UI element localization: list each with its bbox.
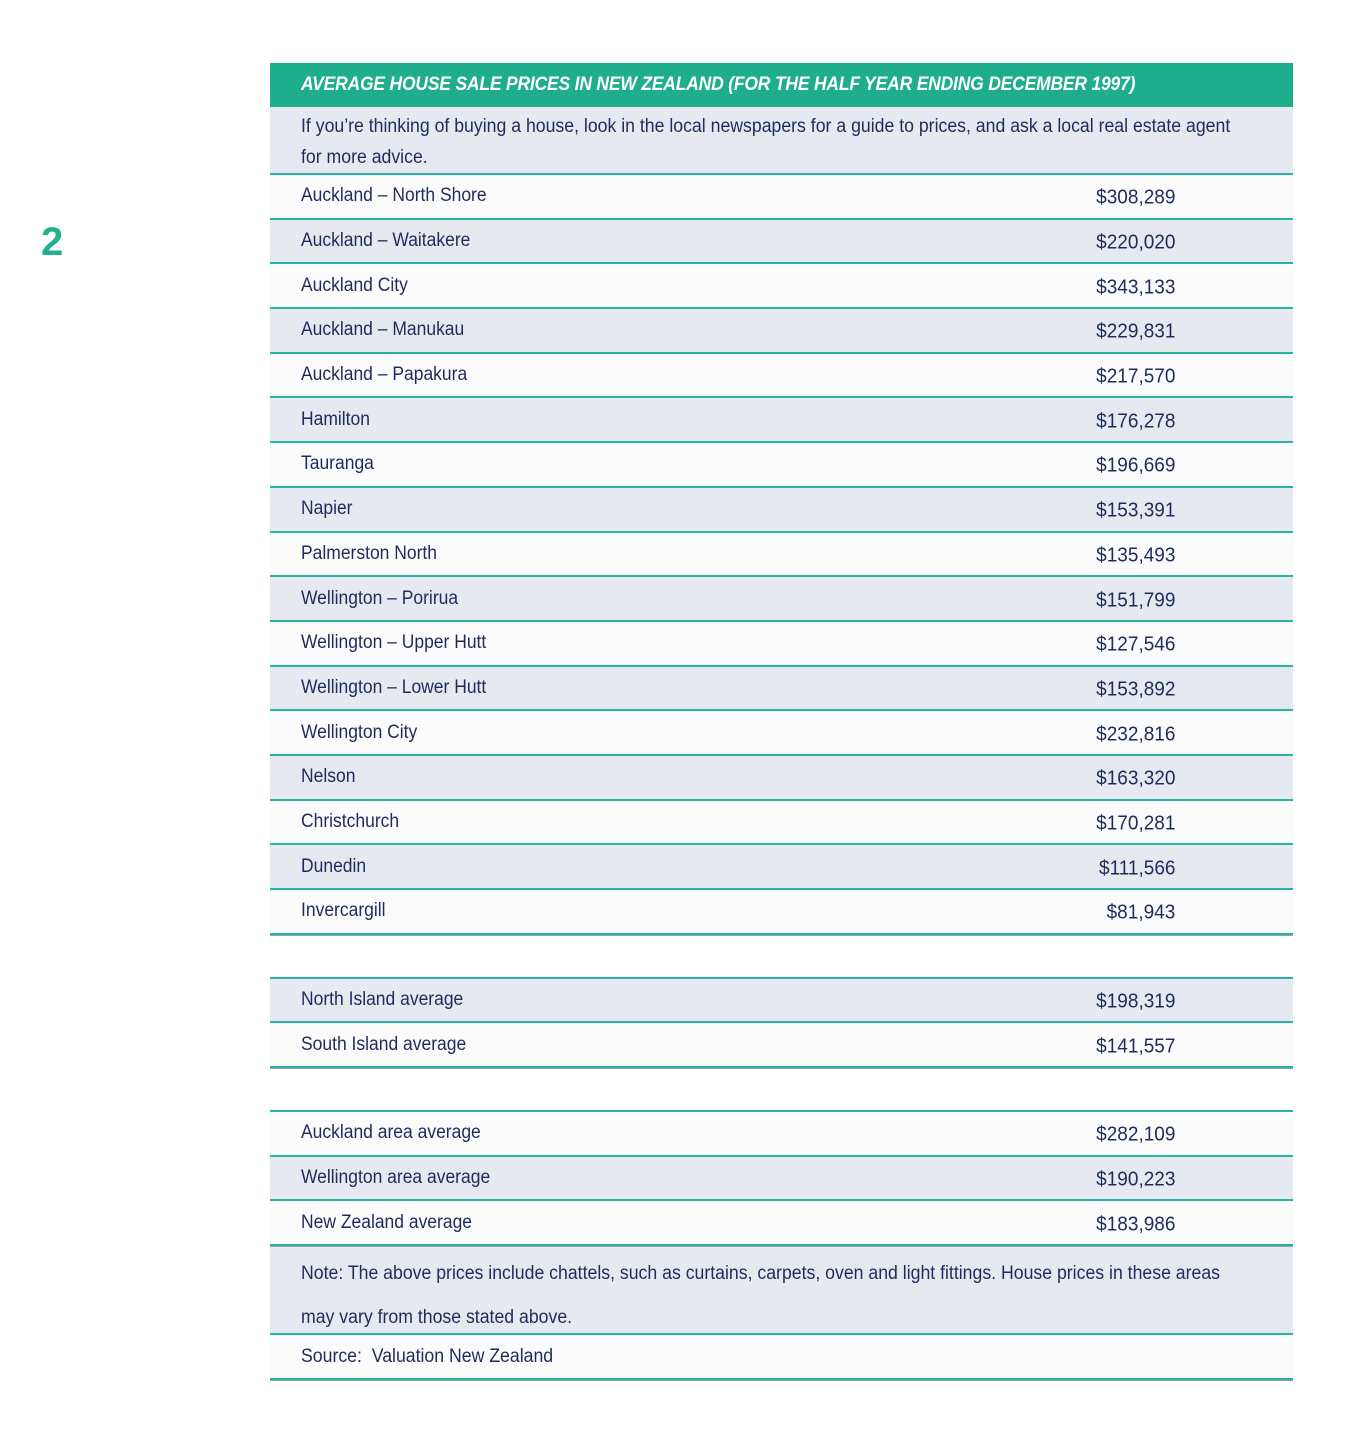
regions-section xyxy=(270,175,1293,935)
row-price: $308,289 xyxy=(1095,186,1175,209)
row-label: Christchurch xyxy=(301,810,400,832)
table-row xyxy=(270,801,1293,846)
row-price: $111,566 xyxy=(1098,856,1175,879)
table-row xyxy=(270,756,1293,801)
table-row xyxy=(270,354,1293,399)
table-title: AVERAGE HOUSE SALE PRICES IN NEW ZEALAND (FOR THE HALF YEAR ENDING DECEMBER 1997) xyxy=(301,74,1136,95)
row-label: North Island average xyxy=(301,989,464,1011)
spacer-row xyxy=(270,935,1293,979)
note-text: Note: The above prices include chattels, such as curtains, carpets, oven and light fittings. House prices in these areas may vary from those stated above. xyxy=(301,1263,1221,1329)
row-label: Tauranga xyxy=(301,453,374,475)
table-row xyxy=(270,622,1293,667)
row-label: Wellington City xyxy=(301,721,418,743)
row-label: Wellington area average xyxy=(301,1167,491,1189)
row-price: $153,892 xyxy=(1095,678,1175,701)
table-row xyxy=(270,443,1293,488)
row-label: Nelson xyxy=(301,766,356,788)
row-price: $198,319 xyxy=(1095,990,1175,1013)
table-row xyxy=(270,533,1293,578)
row-price: $151,799 xyxy=(1095,588,1175,611)
table-row xyxy=(270,845,1293,890)
table-title-bar xyxy=(270,63,1293,107)
row-price: $153,391 xyxy=(1095,499,1175,522)
row-price: $190,223 xyxy=(1095,1168,1175,1191)
row-price: $127,546 xyxy=(1095,633,1175,656)
note-row xyxy=(270,1246,1293,1335)
row-price: $229,831 xyxy=(1095,320,1175,343)
row-label: South Island average xyxy=(301,1033,467,1055)
table-row xyxy=(270,175,1293,220)
table-row xyxy=(270,890,1293,935)
table-row xyxy=(270,711,1293,756)
intro-text: If you’re thinking of buying a house, look in the local newspapers for a guide to prices, and ask a local real estate agent for more advice. xyxy=(301,116,1231,168)
row-label: Auckland – Papakura xyxy=(301,364,468,386)
row-label: Wellington – Porirua xyxy=(301,587,459,609)
island-averages-section xyxy=(270,979,1293,1068)
row-price: $282,109 xyxy=(1095,1123,1175,1146)
row-label: Dunedin xyxy=(301,855,367,877)
row-label: Wellington – Lower Hutt xyxy=(301,676,487,698)
row-price: $135,493 xyxy=(1095,544,1175,567)
row-label: Napier xyxy=(301,498,353,520)
row-label: Auckland – North Shore xyxy=(301,185,487,207)
table-row xyxy=(270,979,1293,1024)
table-row xyxy=(270,488,1293,533)
table-row xyxy=(270,667,1293,712)
table-row xyxy=(270,220,1293,265)
row-price: $170,281 xyxy=(1095,812,1175,835)
row-price: $232,816 xyxy=(1095,722,1175,745)
table-row xyxy=(270,309,1293,354)
row-label: Wellington – Upper Hutt xyxy=(301,632,487,654)
row-label: Hamilton xyxy=(301,408,370,430)
spacer-row xyxy=(270,1068,1293,1112)
row-price: $176,278 xyxy=(1095,410,1175,433)
row-label: Palmerston North xyxy=(301,542,438,564)
row-price: $81,943 xyxy=(1106,901,1175,924)
table-row xyxy=(270,398,1293,443)
house-prices-table xyxy=(270,63,1293,1380)
page-number: 2 xyxy=(41,220,64,264)
row-price: $220,020 xyxy=(1095,231,1175,254)
row-label: Invercargill xyxy=(301,900,386,922)
source-text: Source: Valuation New Zealand xyxy=(301,1345,554,1367)
row-label: Auckland – Manukau xyxy=(301,319,465,341)
table-row xyxy=(270,577,1293,622)
intro-row xyxy=(270,107,1293,175)
table-row xyxy=(270,264,1293,309)
row-label: Auckland area average xyxy=(301,1122,481,1144)
row-label: Auckland – Waitakere xyxy=(301,230,471,252)
table-row xyxy=(270,1201,1293,1246)
table-row xyxy=(270,1112,1293,1157)
table-row xyxy=(270,1023,1293,1068)
area-averages-section xyxy=(270,1112,1293,1246)
row-price: $343,133 xyxy=(1095,276,1175,299)
row-price: $141,557 xyxy=(1095,1035,1175,1058)
row-price: $163,320 xyxy=(1095,767,1175,790)
row-label: Auckland City xyxy=(301,274,408,296)
row-price: $217,570 xyxy=(1095,365,1175,388)
row-price: $183,986 xyxy=(1095,1213,1175,1236)
source-row xyxy=(270,1335,1293,1380)
table-row xyxy=(270,1157,1293,1202)
row-label: New Zealand average xyxy=(301,1211,473,1233)
row-price: $196,669 xyxy=(1095,454,1175,477)
